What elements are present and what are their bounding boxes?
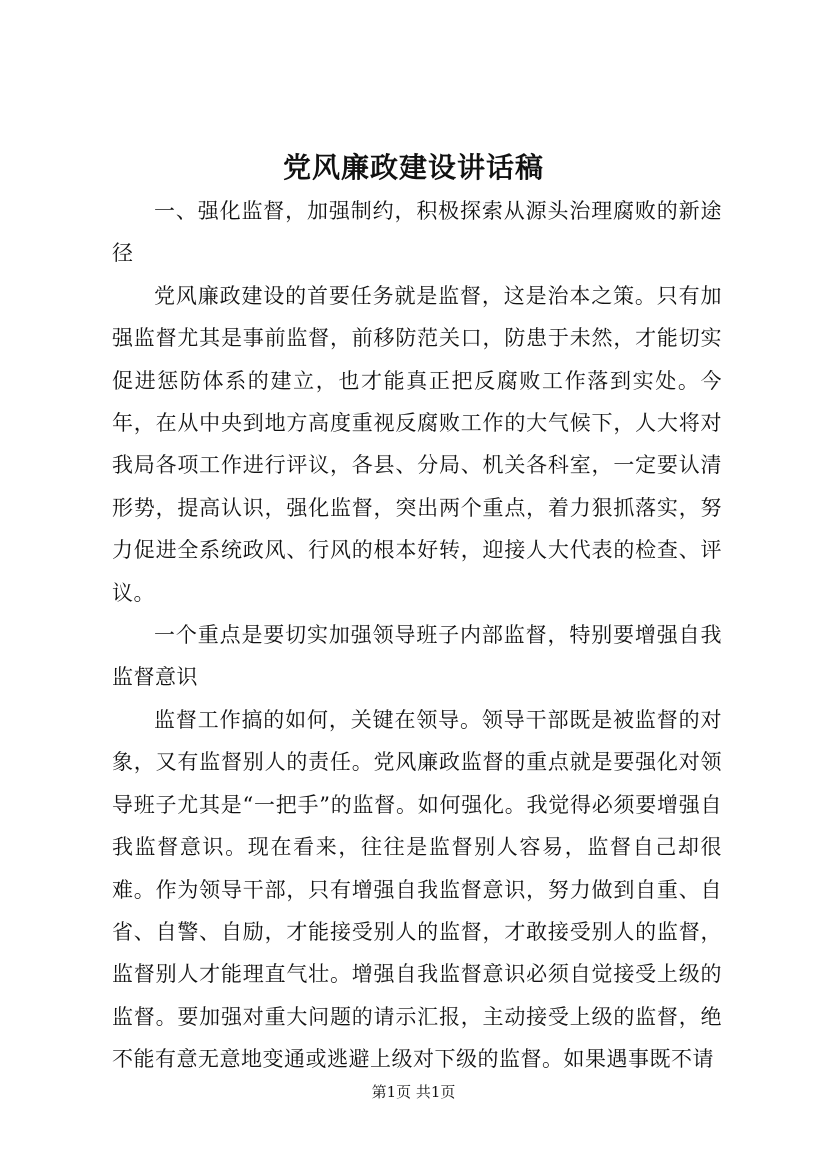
page-footer: 第1页 共1页 xyxy=(371,1083,456,1101)
paragraph-heading-2: 一个重点是要切实加强领导班子内部监督，特别要增强自我监督意识 xyxy=(112,623,722,690)
document-title: 党风廉政建设讲话稿 xyxy=(282,151,544,184)
paragraph-1: 党风廉政建设的首要任务就是监督，这是治本之策。只有加强监督尤其是事前监督，前移防范关口，防患于未然，才能切实促进惩防体系的建立，也才能真正把反腐败工作落到实处。今年，在从中央到地方高度重视反腐败工作的大气候下，人大将对我局各项工作进行评议，各县、分局、机关各科室，一定要认清形势，提高认识，强化监督，突出两个重点，着力狠抓落实，努力促进全系统政风、行风的根本好转，迎接人大代表的检查、评议。 xyxy=(112,283,722,605)
paragraph-heading-1: 一、强化监督，加强制约，积极探索从源头治理腐败的新途径 xyxy=(112,199,722,266)
paragraph-2: 监督工作搞的如何，关键在领导。领导干部既是被监督的对象，又有监督别人的责任。党风廉政监督的重点就是要强化对领导班子尤其是“一把手”的监督。如何强化。我觉得必须要增强自我监督意识。现在看来，往往是监督别人容易，监督自己却很难。作为领导干部，只有增强自我监督意识，努力做到自重、自省、自警、自励，才能接受别人的监督，才敢接受别人的监督，监督别人才能理直气壮。增强自我监督意识必须自觉接受上级的监督。要加强对重大问题的请示汇报，主动接受上级的监督，绝不能有意无意地变通或逃避上级对下级的监督。如果遇事既不请 xyxy=(112,707,722,1072)
document-body xyxy=(112,190,722,1081)
